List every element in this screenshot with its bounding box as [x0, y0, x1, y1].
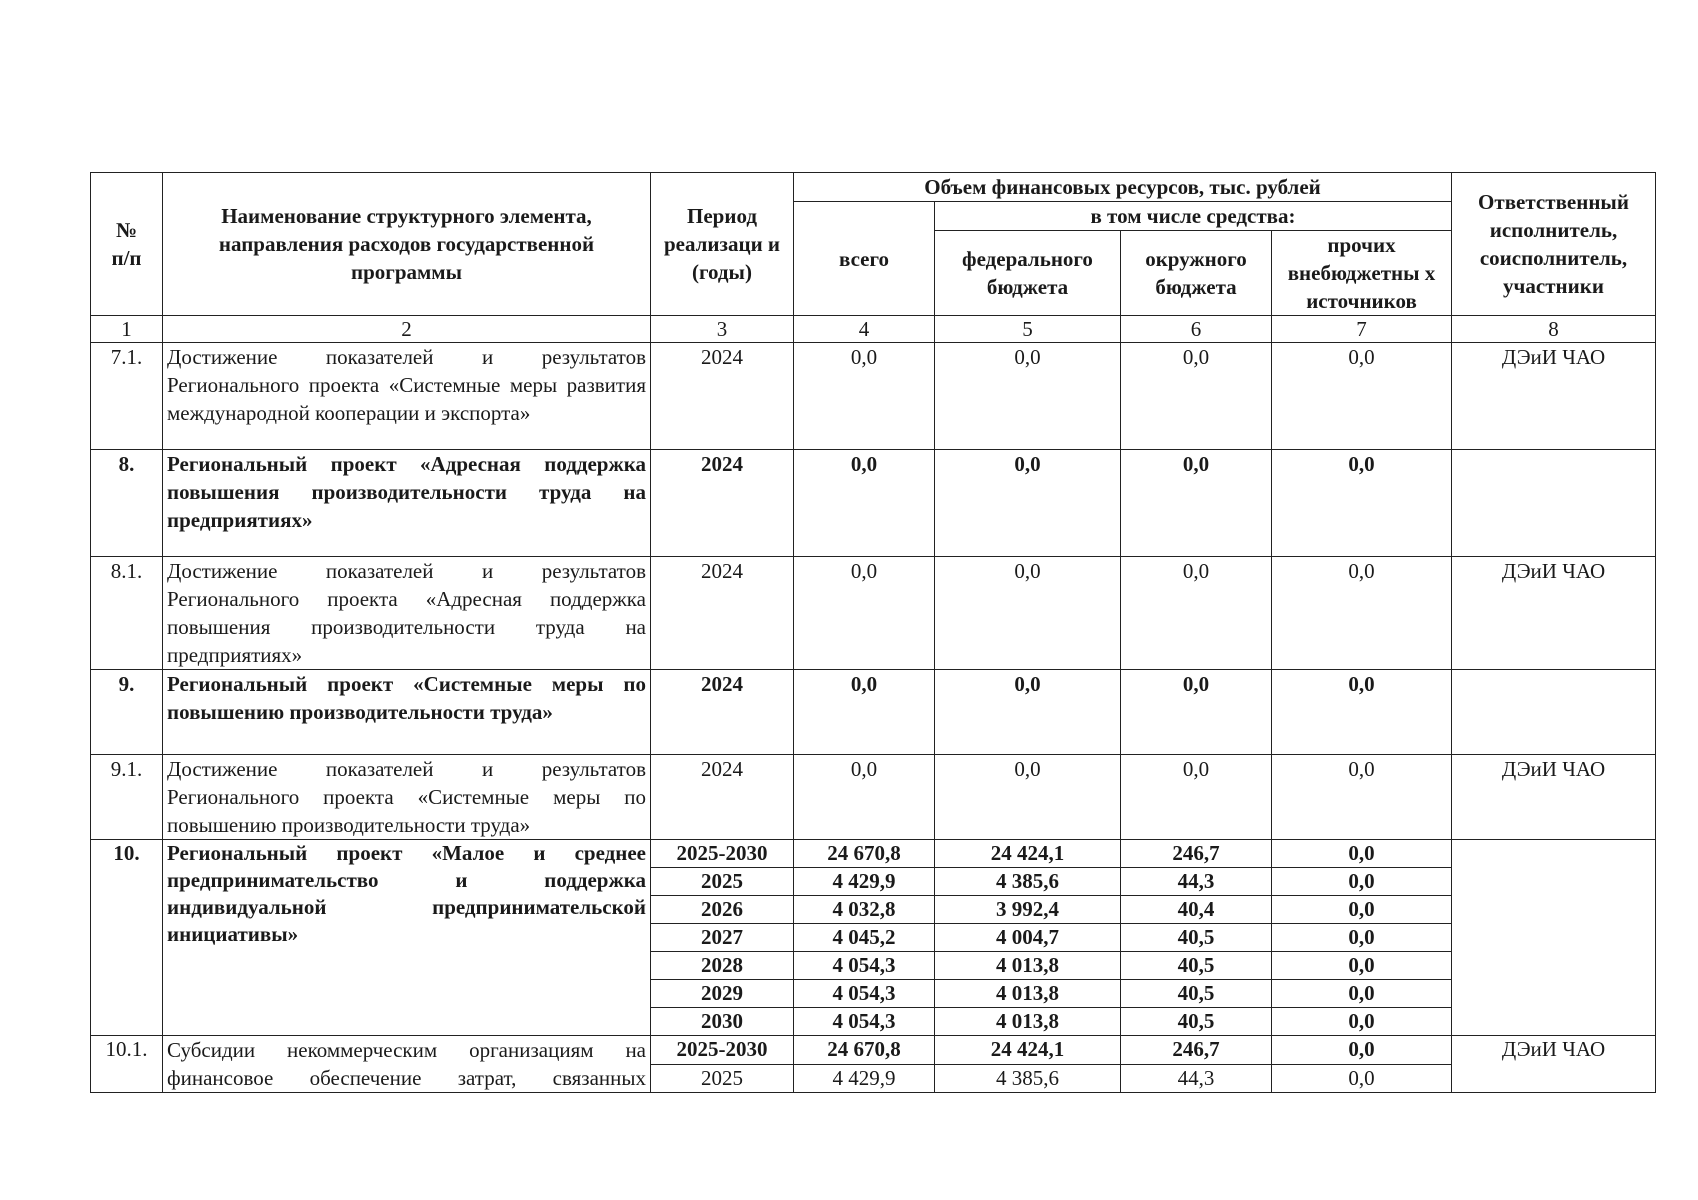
row-other: 0,0 [1272, 450, 1452, 557]
table-header [91, 173, 1656, 316]
row-other: 0,0 [1272, 980, 1452, 1008]
row-year: 2024 [651, 755, 794, 840]
row-responsible: ДЭиИ ЧАО [1452, 1036, 1656, 1093]
row-federal: 4 013,8 [935, 952, 1121, 980]
row-other: 0,0 [1272, 1008, 1452, 1036]
row-other: 0,0 [1272, 343, 1452, 450]
row-year: 2027 [651, 924, 794, 952]
header-num: № п/п [91, 173, 163, 316]
row-other: 0,0 [1272, 1064, 1452, 1093]
row-federal: 4 013,8 [935, 1008, 1121, 1036]
colnum: 8 [1452, 316, 1656, 343]
row-total: 0,0 [794, 343, 935, 450]
header-including: в том числе средства: [935, 202, 1452, 231]
row-number: 9. [91, 670, 163, 755]
row-year: 2029 [651, 980, 794, 1008]
row-total: 0,0 [794, 670, 935, 755]
row-year: 2024 [651, 450, 794, 557]
row-year: 2024 [651, 343, 794, 450]
row-okrug: 0,0 [1121, 450, 1272, 557]
row-number: 10. [91, 840, 163, 1036]
row-year: 2025-2030 [651, 840, 794, 868]
financing-table [90, 172, 1656, 1093]
row-federal: 24 424,1 [935, 1036, 1121, 1065]
row-year: 2025 [651, 868, 794, 896]
table-row-9-1 [91, 755, 1656, 840]
row-okrug: 40,5 [1121, 952, 1272, 980]
row-okrug: 40,5 [1121, 924, 1272, 952]
colnum: 2 [163, 316, 651, 343]
row-year: 2025-2030 [651, 1036, 794, 1065]
row-name: Достижение показателей и результатов Регионального проекта «Системные меры развития международной кооперации и экспорта» [163, 343, 651, 450]
table-row-8-1 [91, 557, 1656, 670]
table-row-10-1 [91, 1036, 1656, 1065]
colnum: 5 [935, 316, 1121, 343]
row-federal: 4 385,6 [935, 868, 1121, 896]
row-federal: 24 424,1 [935, 840, 1121, 868]
row-federal: 4 013,8 [935, 980, 1121, 1008]
row-name [163, 1036, 651, 1093]
row-responsible [1452, 670, 1656, 755]
row-responsible [1452, 840, 1656, 1036]
row-other: 0,0 [1272, 924, 1452, 952]
row-number: 8.1. [91, 557, 163, 670]
row-okrug: 0,0 [1121, 343, 1272, 450]
row-number: 9.1. [91, 755, 163, 840]
row-total: 4 054,3 [794, 980, 935, 1008]
row-okrug: 40,5 [1121, 980, 1272, 1008]
colnum: 7 [1272, 316, 1452, 343]
row-total: 4 045,2 [794, 924, 935, 952]
row-number: 10.1. [91, 1036, 163, 1093]
row-year: 2028 [651, 952, 794, 980]
row-federal: 0,0 [935, 343, 1121, 450]
row-year: 2030 [651, 1008, 794, 1036]
row-federal: 0,0 [935, 670, 1121, 755]
colnum: 3 [651, 316, 794, 343]
table-row-8 [91, 450, 1656, 557]
row-other: 0,0 [1272, 868, 1452, 896]
row-federal: 0,0 [935, 755, 1121, 840]
header-volume: Объем финансовых ресурсов, тыс. рублей [794, 173, 1452, 202]
row-total: 4 054,3 [794, 952, 935, 980]
row-name: Региональный проект «Системные меры по повышению производительности труда» [163, 670, 651, 755]
colnum: 1 [91, 316, 163, 343]
table-row-9 [91, 670, 1656, 755]
row-other: 0,0 [1272, 896, 1452, 924]
header-period: Период реализаци и (годы) [651, 173, 794, 316]
row-okrug: 0,0 [1121, 670, 1272, 755]
row-other: 0,0 [1272, 840, 1452, 868]
row-number: 8. [91, 450, 163, 557]
row-federal: 0,0 [935, 450, 1121, 557]
row-year: 2024 [651, 557, 794, 670]
row-okrug: 246,7 [1121, 840, 1272, 868]
row-okrug: 246,7 [1121, 1036, 1272, 1065]
row-other: 0,0 [1272, 952, 1452, 980]
header-other: прочих внебюджетны х источников [1272, 231, 1452, 316]
row-name: Региональный проект «Малое и среднее предпринимательство и поддержка индивидуальной предпринимательской инициативы» [163, 840, 651, 1036]
header-federal: федерального бюджета [935, 231, 1121, 316]
row-okrug: 44,3 [1121, 868, 1272, 896]
row-total: 4 429,9 [794, 1064, 935, 1093]
row-okrug: 44,3 [1121, 1064, 1272, 1093]
row-name: Достижение показателей и результатов Регионального проекта «Системные меры по повышению производительности труда» [163, 755, 651, 840]
table-row-7-1 [91, 343, 1656, 450]
row-other: 0,0 [1272, 557, 1452, 670]
row-total: 24 670,8 [794, 1036, 935, 1065]
row-other: 0,0 [1272, 755, 1452, 840]
row-total: 24 670,8 [794, 840, 935, 868]
row-federal: 4 004,7 [935, 924, 1121, 952]
header-total: всего [794, 202, 935, 316]
header-okrug: окружного бюджета [1121, 231, 1272, 316]
colnum: 6 [1121, 316, 1272, 343]
table-row-10 [91, 840, 1656, 868]
row-okrug: 0,0 [1121, 755, 1272, 840]
colnum: 4 [794, 316, 935, 343]
row-okrug: 40,4 [1121, 896, 1272, 924]
header-responsible: Ответственный исполнитель, соисполнитель, участники [1452, 173, 1656, 316]
row-responsible: ДЭиИ ЧАО [1452, 343, 1656, 450]
row-name: Достижение показателей и результатов Регионального проекта «Адресная поддержка повышения производительности труда на предприятиях» [163, 557, 651, 670]
row-okrug: 0,0 [1121, 557, 1272, 670]
row-federal: 4 385,6 [935, 1064, 1121, 1093]
row-number: 7.1. [91, 343, 163, 450]
row-total: 0,0 [794, 557, 935, 670]
row-year: 2024 [651, 670, 794, 755]
row-year: 2026 [651, 896, 794, 924]
row-total: 4 429,9 [794, 868, 935, 896]
row-year: 2025 [651, 1064, 794, 1093]
column-numbers-row [91, 316, 1656, 343]
row-responsible: ДЭиИ ЧАО [1452, 755, 1656, 840]
row-total: 4 032,8 [794, 896, 935, 924]
row-total: 4 054,3 [794, 1008, 935, 1036]
header-name: Наименование структурного элемента, направления расходов государственной программы [163, 173, 651, 316]
row-name-line: финансовое обеспечение затрат, связанных [167, 1066, 646, 1090]
row-name: Региональный проект «Адресная поддержка повышения производительности труда на предприятиях» [163, 450, 651, 557]
row-name-line: Субсидии некоммерческим организациям на [167, 1038, 646, 1062]
row-other: 0,0 [1272, 1036, 1452, 1065]
row-federal: 0,0 [935, 557, 1121, 670]
row-responsible: ДЭиИ ЧАО [1452, 557, 1656, 670]
row-okrug: 40,5 [1121, 1008, 1272, 1036]
row-other: 0,0 [1272, 670, 1452, 755]
row-responsible [1452, 450, 1656, 557]
row-total: 0,0 [794, 755, 935, 840]
row-total: 0,0 [794, 450, 935, 557]
row-federal: 3 992,4 [935, 896, 1121, 924]
